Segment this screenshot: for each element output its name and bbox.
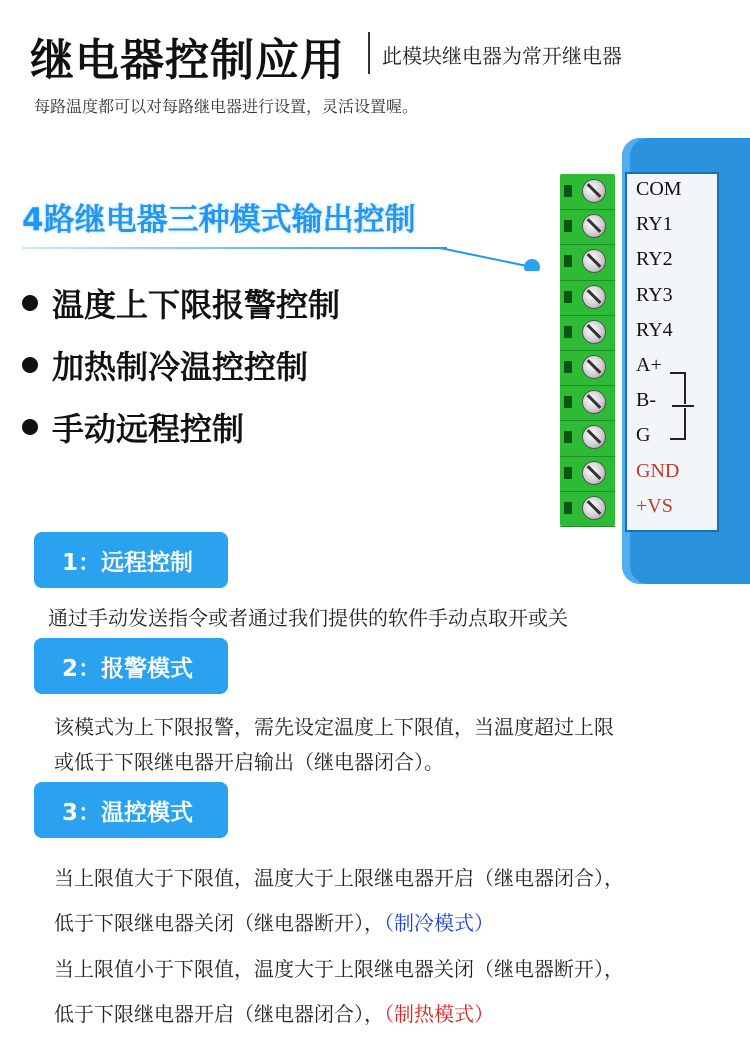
mode-temp-desc-text: 低于下限继电器开启（继电器闭合）， (54, 1002, 384, 1026)
rs485-bracket (672, 405, 684, 407)
screw-icon (582, 355, 606, 379)
terminal-clamp-icon (564, 255, 572, 267)
screw-icon (582, 179, 606, 203)
feature-item-label: 加热制冷温控控制 (52, 348, 309, 386)
bullet-icon (22, 357, 38, 373)
terminal-slot (560, 209, 615, 245)
setting-note: 每路温度都可以对每路继电器进行设置，灵活设置喔。 (34, 97, 419, 116)
terminal-slot (560, 174, 615, 210)
bullet-icon (22, 295, 38, 311)
screw-icon (582, 249, 606, 273)
mode-alarm-desc-line: 该模式为上下限报警，需先设定温度上下限值，当温度超过上限 (54, 715, 614, 739)
terminal-clamp-icon (564, 502, 572, 514)
pin-label: +VS (636, 494, 673, 517)
rs485-bracket (670, 372, 686, 404)
title-divider (368, 32, 370, 74)
feature-item-label: 温度上下限报警控制 (52, 286, 341, 324)
mode-temp-desc-line: 当上限值小于下限值，温度大于上限继电器关闭（继电器断开）， (54, 957, 624, 981)
terminal-clamp-icon (564, 467, 572, 479)
feature-item-label: 手动远程控制 (52, 410, 245, 448)
mode-alarm-desc-line: 或低于下限继电器开启输出（继电器闭合）。 (54, 750, 444, 774)
mode-temp-desc-text: 低于下限继电器关闭（继电器断开）， (54, 911, 384, 935)
feature-heading: 4路继电器三种模式输出控制 (22, 202, 416, 238)
terminal-slot (560, 491, 615, 527)
mode-badge-remote: 1：远程控制 (34, 532, 228, 588)
terminal-clamp-icon (564, 291, 572, 303)
pointer-connector (440, 247, 540, 271)
mode-temp-desc-line: 当上限值大于下限值，温度大于上限继电器开启（继电器闭合）， (54, 866, 624, 890)
screw-icon (582, 461, 606, 485)
pin-label: COM (636, 178, 682, 200)
screw-icon (582, 285, 606, 309)
terminal-clamp-icon (564, 396, 572, 408)
pin-label: RY2 (636, 248, 673, 271)
terminal-slot (560, 456, 615, 492)
pin-label: RY4 (636, 318, 673, 341)
terminal-clamp-icon (564, 185, 572, 197)
heating-mode-tag: （制热模式） (384, 1002, 494, 1026)
mode-badge-temp-control: 3：温控模式 (34, 782, 228, 838)
pin-label: GND (636, 459, 680, 482)
bullet-icon (22, 419, 38, 435)
feature-item (22, 404, 244, 450)
relay-type-note: 此模块继电器为常开继电器 (382, 44, 622, 68)
mode-temp-desc-line (54, 998, 494, 1027)
terminal-slot (560, 244, 615, 280)
terminal-slot (560, 350, 615, 386)
terminal-clamp-icon (564, 220, 572, 232)
pin-label: RY3 (636, 283, 673, 306)
terminal-slot (560, 385, 615, 421)
screw-icon (582, 214, 606, 238)
terminal-slot (560, 280, 615, 316)
mode-badge-alarm: 2：报警模式 (34, 638, 228, 694)
rs485-bracket (684, 405, 694, 407)
terminal-clamp-icon (564, 326, 572, 338)
terminal-block (560, 174, 615, 526)
pin-label: RY1 (636, 213, 673, 236)
screw-icon (582, 390, 606, 414)
screw-icon (582, 425, 606, 449)
cooling-mode-tag: （制冷模式） (384, 911, 494, 935)
rs485-bracket (670, 408, 686, 440)
mode-remote-desc: 通过手动发送指令或者通过我们提供的软件手动点取开或关 (48, 606, 568, 630)
screw-icon (582, 320, 606, 344)
terminal-slot (560, 420, 615, 456)
feature-item (22, 280, 340, 326)
feature-underline (22, 247, 447, 249)
terminal-slot (560, 315, 615, 351)
feature-item (22, 342, 308, 388)
screw-icon (582, 496, 606, 520)
pin-label: G (636, 424, 651, 447)
pin-label: A+ (636, 354, 662, 376)
terminal-clamp-icon (564, 431, 572, 443)
terminal-clamp-icon (564, 361, 572, 373)
pin-label: B- (636, 389, 656, 412)
mode-temp-desc-line (54, 907, 494, 936)
page-title: 继电器控制应用 (30, 35, 345, 86)
